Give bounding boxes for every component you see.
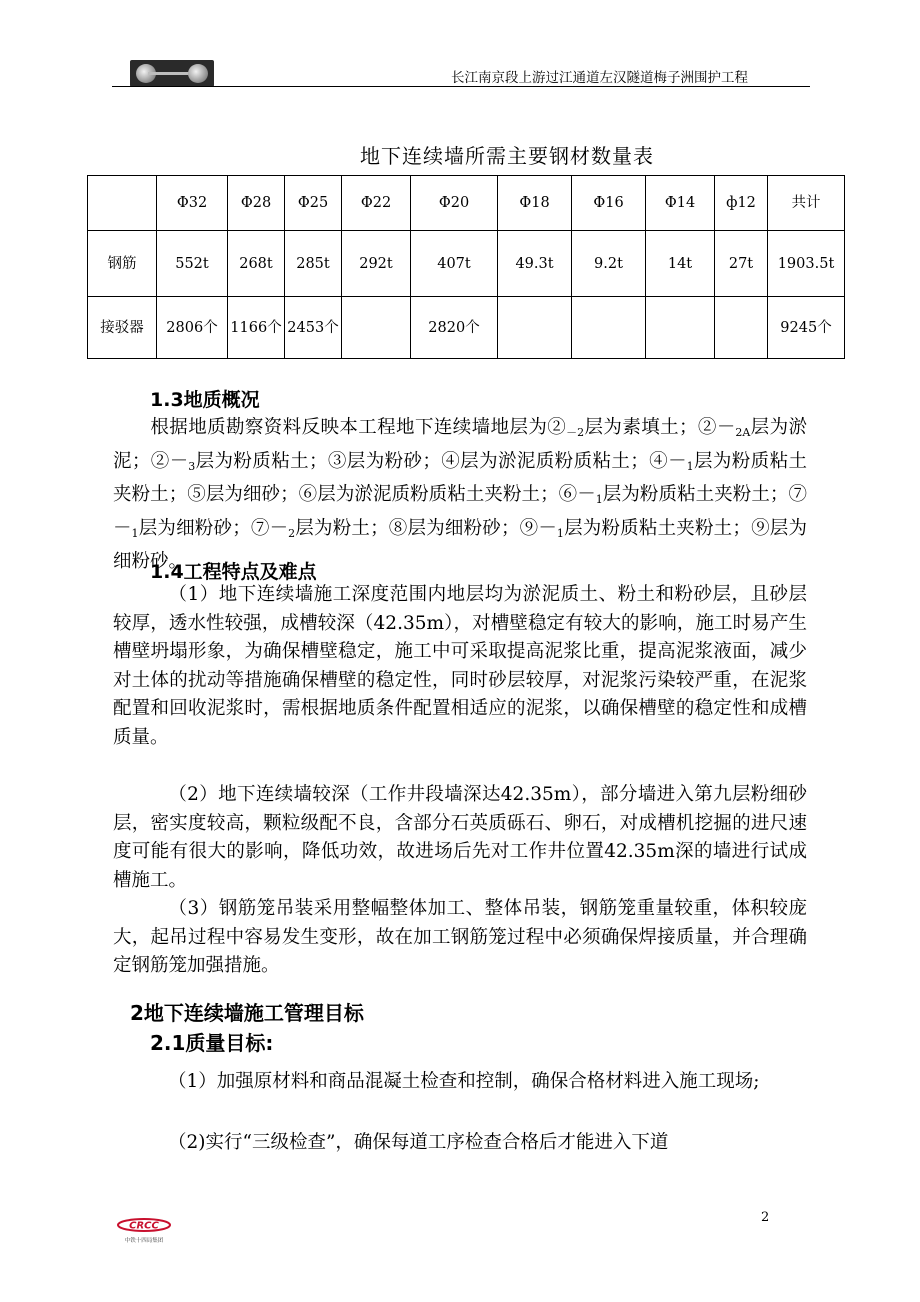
header-cell-blank [88, 176, 157, 231]
table-cell-total: 9245个 [768, 297, 845, 359]
table-cell [342, 297, 411, 359]
section-1-4-heading: 1.4工程特点及难点 [150, 561, 317, 583]
table-cell: 2453个 [285, 297, 342, 359]
table-cell [572, 297, 646, 359]
feature-paragraph-3 [113, 895, 807, 981]
geology-text: 层为粉质粘土；③层为粉砂；④层为淤泥质粉质粘土；④－ [195, 450, 687, 472]
geology-sub: 3 [188, 459, 196, 473]
geology-text: 层为粉质粘土夹粉土；⑦－ [113, 484, 807, 539]
goal-text-2: （2)实行“三级检查”，确保每道工序检查合格后才能进入下道 [168, 1132, 669, 1153]
table-cell: 9.2t [572, 231, 646, 297]
table-cell: 2806个 [157, 297, 228, 359]
table-cell: 49.3t [498, 231, 572, 297]
table-cell-total: 1903.5t [768, 231, 845, 297]
feature-paragraph-2 [113, 781, 807, 895]
table-cell: 407t [411, 231, 498, 297]
header-cell-d28: Φ28 [228, 176, 285, 231]
geology-text: 层为粉质粘土夹粉土；⑨层为细粉砂。 [113, 517, 807, 573]
feature-text-2: （2）地下连续墙较深（工作井段墙深达42.35m），部分墙进入第九层粉细砂层，密实度较高，颗粒级配不良，含部分石英质砾石、卵石，对成槽机挖掘的进尺速度可能有很大的影响，降低功效，故进场后先对工作井位置42.35m深的墙进行试成槽施工。 [113, 784, 807, 891]
table-cell: 1166个 [228, 297, 285, 359]
table-cell [498, 297, 572, 359]
geology-text: 层为淤泥；②－ [113, 417, 807, 472]
header-cell-d32: Φ32 [157, 176, 228, 231]
table-cell: 钢筋 [88, 231, 157, 297]
logo-disc-right [188, 64, 208, 83]
table-row-coupler [88, 297, 845, 359]
goal-paragraph-1 [113, 1066, 807, 1097]
table-cell: 27t [715, 231, 768, 297]
geology-sub: －2 [566, 426, 585, 439]
section-2-heading: 2地下连续墙施工管理目标 [130, 1001, 364, 1025]
section-1-3-heading: 1.3地质概况 [150, 389, 260, 411]
table-cell: 292t [342, 231, 411, 297]
header-cell-d18: Φ18 [498, 176, 572, 231]
geology-text: 根据地质勘察资料反映本工程地下连续墙地层为② [150, 417, 567, 438]
header-rule [112, 86, 810, 87]
header-cell-d14: Φ14 [646, 176, 715, 231]
geology-sub: 1 [686, 459, 694, 473]
header-cell-d20: Φ20 [411, 176, 498, 231]
table-header-row [88, 176, 845, 231]
crcc-logo-icon [116, 1215, 172, 1245]
footer-company-name: 中铁十四局集团 [124, 1238, 164, 1244]
table-row-rebar [88, 231, 845, 297]
table-title: 地下连续墙所需主要钢材数量表 [360, 144, 654, 168]
table-cell [646, 297, 715, 359]
header-cell-d16: Φ16 [572, 176, 646, 231]
page-number: 2 [761, 1210, 770, 1225]
header-cell-d12: ф12 [715, 176, 768, 231]
table-cell: 2820个 [411, 297, 498, 359]
table-cell: 285t [285, 231, 342, 297]
svg-text:CRCC: CRCC [129, 1220, 159, 1232]
header-title: 长江南京段上游过江通道左汉隧道梅子洲围护工程 [451, 70, 748, 86]
goal-text-1: （1）加强原材料和商品混凝土检查和控制，确保合格材料进入施工现场; [168, 1071, 760, 1092]
geology-sub: 2A [735, 426, 751, 439]
geology-sub: 1 [595, 493, 603, 507]
section-2-1-heading: 2.1质量目标: [150, 1031, 274, 1055]
feature-text-3: （3）钢筋笼吊装采用整幅整体加工、整体吊装，钢筋笼重量较重，体积较庞大，起吊过程中容易发生变形，故在加工钢筋笼过程中必须确保焊接质量，并合理确定钢筋笼加强措施。 [113, 898, 807, 977]
geology-sub: 2 [288, 526, 296, 540]
geology-text: 层为粉土；⑧层为细粉砂；⑨－ [295, 517, 557, 539]
geology-text: 层为素填土；②－ [584, 417, 736, 438]
geology-sub: 1 [131, 526, 139, 540]
table-cell: 接驳器 [88, 297, 157, 359]
geology-paragraph [113, 414, 807, 577]
geology-sub: 1 [556, 526, 564, 540]
table-cell: 552t [157, 231, 228, 297]
geology-text: 层为粉质粘土夹粉土；⑤层为细砂；⑥层为淤泥质粉质粘土夹粉土；⑥－ [113, 450, 807, 506]
feature-paragraph-1 [113, 581, 807, 753]
goal-paragraph-2 [113, 1127, 807, 1158]
steel-quantity-table [87, 175, 845, 359]
header-cell-d22: Φ22 [342, 176, 411, 231]
header-logo [130, 60, 214, 87]
table-cell: 268t [228, 231, 285, 297]
geology-text: 层为细粉砂；⑦－ [138, 517, 289, 539]
table-cell: 14t [646, 231, 715, 297]
feature-text-1: （1）地下连续墙施工深度范围内地层均为淤泥质土、粉土和粉砂层，且砂层较厚，透水性较强，成槽较深（42.35m），对槽壁稳定有较大的影响，施工时易产生槽壁坍塌形象，为确保槽壁稳定，施工中可采取提高泥浆比重，提高泥浆液面，减少对土体的扰动等措施确保槽壁的稳定性，同时砂层较厚，对泥浆污染较严重，在泥浆配置和回收泥浆时，需根据地质条件配置相适应的泥浆，以确保槽壁的稳定性和成槽质量。 [113, 584, 807, 748]
header-cell-d25: Φ25 [285, 176, 342, 231]
footer-company-logo [116, 1215, 172, 1245]
table-cell [715, 297, 768, 359]
header-cell-total: 共计 [768, 176, 845, 231]
